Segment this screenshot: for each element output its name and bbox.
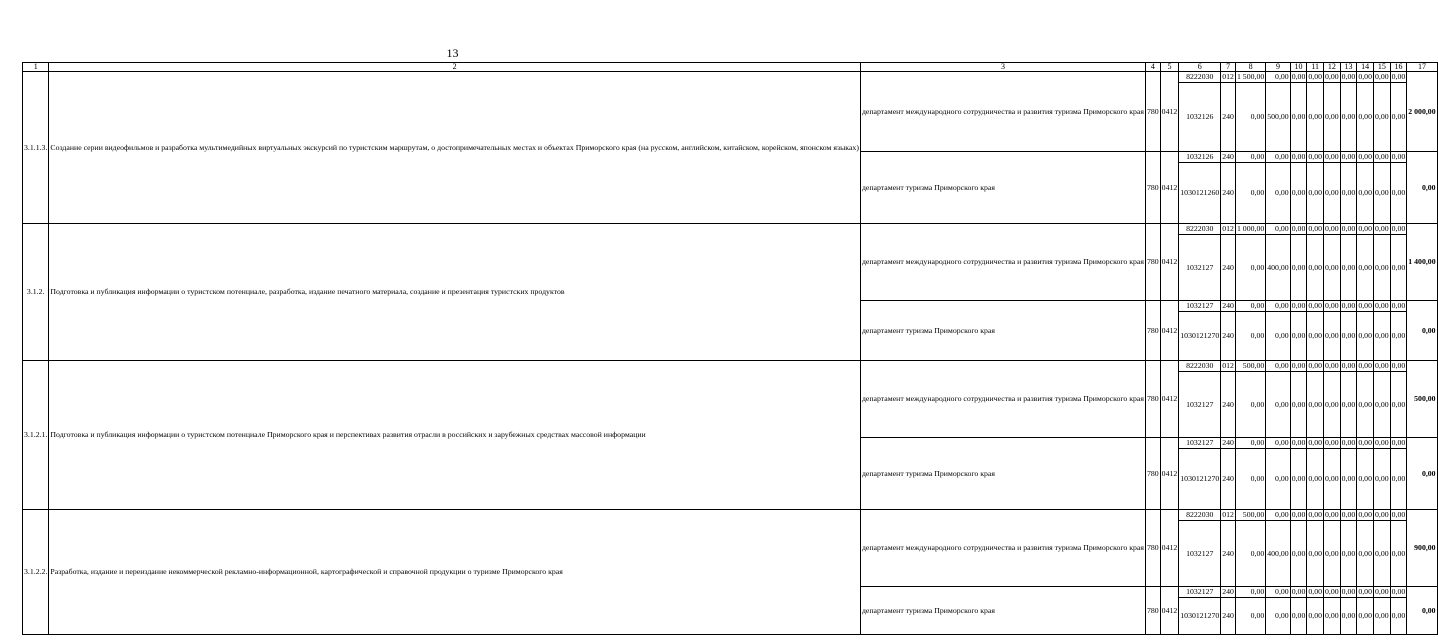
- amount-cell: 0,00: [1358, 301, 1372, 311]
- budget-table: [22, 62, 1438, 635]
- col-header: 10: [1290, 63, 1307, 72]
- amount-cell: 0,00: [1290, 449, 1307, 510]
- amount-cell: 0,00: [1374, 361, 1389, 371]
- expense-type: 012: [1222, 361, 1234, 371]
- amount-cell: 0,00: [1291, 587, 1306, 597]
- table-row: [23, 361, 1438, 372]
- amount-cell: 0,00: [1374, 224, 1389, 234]
- section-code: 3.1.1.3.: [23, 72, 49, 224]
- amount-cell: 0,00: [1307, 83, 1324, 152]
- total-cell: 500,00: [1407, 361, 1437, 438]
- col-header: 17: [1407, 63, 1437, 72]
- total-cell: 0,00: [1407, 152, 1437, 224]
- section-code-rz: 0412: [1160, 361, 1179, 438]
- amount-cell: 1 000,00: [1236, 224, 1265, 234]
- amount-cell: 0,00: [1390, 235, 1407, 301]
- amount-cell: 0,00: [1340, 312, 1357, 361]
- amount-cell: 0,00: [1290, 372, 1307, 438]
- amount-cell: 0,00: [1374, 72, 1389, 82]
- grbs-code: 780: [1145, 301, 1160, 361]
- target-article: 1030121270: [1179, 598, 1221, 635]
- amount-cell: 0,00: [1390, 163, 1407, 224]
- amount-cell: 0,00: [1235, 163, 1265, 224]
- total-cell: 900,00: [1407, 510, 1437, 587]
- amount-cell: 0,00: [1235, 438, 1265, 449]
- amount-cell: 0,00: [1391, 438, 1406, 448]
- amount-cell: 0,00: [1266, 152, 1290, 163]
- amount-cell: 0,00: [1235, 587, 1265, 598]
- amount-cell: 0,00: [1308, 152, 1323, 162]
- amount-cell: 0,00: [1390, 83, 1407, 152]
- amount-cell: 0,00: [1340, 598, 1357, 635]
- amount-cell: 0,00: [1324, 598, 1341, 635]
- amount-cell: 0,00: [1358, 152, 1372, 162]
- expense-type: 012: [1222, 72, 1234, 82]
- target-article: 1032126: [1179, 152, 1221, 163]
- department: департамент туризма Приморского края: [860, 587, 1145, 635]
- amount-cell: 0,00: [1324, 521, 1341, 587]
- amount-cell: 0,00: [1374, 510, 1389, 520]
- department: департамент международного сотрудничества и развития туризма Приморского края: [860, 361, 1145, 438]
- amount-cell: 0,00: [1291, 152, 1306, 162]
- amount-cell: 0,00: [1340, 235, 1357, 301]
- target-article: 8222030: [1179, 361, 1221, 372]
- amount-cell: 0,00: [1358, 587, 1372, 597]
- target-article: 1030121260: [1179, 163, 1221, 224]
- amount-cell: 0,00: [1357, 372, 1374, 438]
- section-code: 3.1.2.1.: [23, 361, 49, 510]
- table-row: [23, 72, 1438, 83]
- amount-cell: 0,00: [1291, 510, 1306, 520]
- amount-cell: 0,00: [1324, 312, 1341, 361]
- amount-cell: 0,00: [1374, 301, 1389, 311]
- amount-cell: 0,00: [1308, 510, 1323, 520]
- amount-cell: 0,00: [1341, 361, 1356, 371]
- section-code: 3.1.2.2.: [23, 510, 49, 635]
- amount-cell: 0,00: [1325, 152, 1339, 162]
- expense-type: 240: [1221, 235, 1236, 301]
- amount-cell: 0,00: [1341, 152, 1356, 162]
- amount-cell: 0,00: [1266, 598, 1290, 635]
- amount-cell: 0,00: [1235, 312, 1265, 361]
- amount-cell: 400,00: [1266, 235, 1290, 301]
- amount-cell: 0,00: [1390, 312, 1407, 361]
- amount-cell: 0,00: [1357, 312, 1374, 361]
- amount-cell: 0,00: [1340, 449, 1357, 510]
- amount-cell: 0,00: [1307, 235, 1324, 301]
- section-code-rz: 0412: [1160, 224, 1179, 301]
- amount-cell: 0,00: [1307, 598, 1324, 635]
- col-header: 13: [1340, 63, 1357, 72]
- amount-cell: 0,00: [1390, 372, 1407, 438]
- department: департамент международного сотрудничества и развития туризма Приморского края: [860, 224, 1145, 301]
- amount-cell: 0,00: [1373, 163, 1390, 224]
- target-article: 1032127: [1179, 372, 1221, 438]
- target-article: 8222030: [1179, 224, 1221, 235]
- section-name: Подготовка и публикация информации о туристском потенциале Приморского края и перспективах развития отрасли в российских и зарубежных средствах массовой информации: [49, 361, 861, 510]
- amount-cell: 0,00: [1266, 361, 1290, 372]
- expense-type: 240: [1221, 521, 1236, 587]
- amount-cell: 0,00: [1358, 438, 1372, 448]
- amount-cell: 0,00: [1324, 83, 1341, 152]
- target-article: 1032127: [1179, 438, 1221, 449]
- section-code-rz: 0412: [1160, 510, 1179, 587]
- target-article: 1032127: [1179, 235, 1221, 301]
- amount-cell: 0,00: [1235, 449, 1265, 510]
- section-code: 3.1.2.: [23, 224, 49, 361]
- expense-type: 240: [1221, 83, 1236, 152]
- amount-cell: 0,00: [1235, 301, 1265, 312]
- amount-cell: 0,00: [1341, 224, 1356, 234]
- target-article: 1032127: [1179, 587, 1221, 598]
- table-row: [23, 510, 1438, 521]
- amount-cell: 0,00: [1324, 372, 1341, 438]
- col-header: 5: [1160, 63, 1179, 72]
- col-header: 8: [1235, 63, 1265, 72]
- total-cell: 0,00: [1407, 301, 1437, 361]
- department: департамент туризма Приморского края: [860, 301, 1145, 361]
- target-article: 1030121270: [1179, 449, 1221, 510]
- amount-cell: 0,00: [1324, 449, 1341, 510]
- grbs-code: 780: [1145, 361, 1160, 438]
- amount-cell: 0,00: [1308, 361, 1323, 371]
- department: департамент международного сотрудничества и развития туризма Приморского края: [860, 72, 1145, 152]
- amount-cell: 0,00: [1290, 235, 1307, 301]
- amount-cell: 0,00: [1235, 235, 1265, 301]
- expense-type: 012: [1222, 510, 1234, 520]
- amount-cell: 0,00: [1235, 83, 1265, 152]
- amount-cell: 0,00: [1266, 301, 1290, 312]
- amount-cell: 0,00: [1290, 521, 1307, 587]
- section-name: Создание серии видеофильмов и разработка мультимедийных виртуальных экскурсий по туристским маршрутам, о достопримечательных местах и объектах Приморского края (на русском, английском, китайском, корейском, японском языках): [49, 72, 861, 224]
- amount-cell: 0,00: [1325, 301, 1339, 311]
- amount-cell: 0,00: [1325, 587, 1339, 597]
- expense-type: 240: [1221, 449, 1236, 510]
- amount-cell: 0,00: [1307, 449, 1324, 510]
- amount-cell: 0,00: [1374, 152, 1389, 162]
- amount-cell: 1 500,00: [1236, 72, 1265, 82]
- amount-cell: 500,00: [1235, 510, 1265, 521]
- expense-type: 240: [1221, 312, 1236, 361]
- amount-cell: 0,00: [1290, 163, 1307, 224]
- grbs-code: 780: [1145, 72, 1160, 152]
- amount-cell: 0,00: [1340, 372, 1357, 438]
- amount-cell: 0,00: [1325, 438, 1339, 448]
- amount-cell: 0,00: [1373, 83, 1390, 152]
- section-name: Разработка, издание и переиздание некоммерческой рекламно-информационной, картографической и справочной продукции о туризме Приморского края: [49, 510, 861, 635]
- amount-cell: 0,00: [1325, 72, 1339, 82]
- amount-cell: 0,00: [1341, 510, 1356, 520]
- header-row: [23, 63, 1438, 72]
- amount-cell: 0,00: [1325, 224, 1339, 234]
- amount-cell: 0,00: [1290, 312, 1307, 361]
- col-header: 4: [1145, 63, 1160, 72]
- col-header: 6: [1179, 63, 1221, 72]
- col-header: 2: [49, 63, 861, 72]
- expense-type: 012: [1222, 224, 1234, 234]
- amount-cell: 0,00: [1325, 361, 1339, 371]
- amount-cell: 0,00: [1291, 438, 1306, 448]
- amount-cell: 0,00: [1291, 361, 1306, 371]
- amount-cell: 0,00: [1291, 301, 1306, 311]
- section-code-rz: 0412: [1160, 587, 1179, 635]
- grbs-code: 780: [1145, 224, 1160, 301]
- amount-cell: 0,00: [1357, 83, 1374, 152]
- amount-cell: 0,00: [1308, 438, 1323, 448]
- amount-cell: 0,00: [1308, 587, 1323, 597]
- target-article: 1030121270: [1179, 312, 1221, 361]
- col-header: 7: [1221, 63, 1236, 72]
- amount-cell: 500,00: [1266, 83, 1290, 152]
- amount-cell: 0,00: [1235, 598, 1265, 635]
- table-row: [23, 224, 1438, 235]
- amount-cell: 500,00: [1235, 361, 1265, 372]
- department: департамент туризма Приморского края: [860, 152, 1145, 224]
- amount-cell: 0,00: [1291, 224, 1306, 234]
- section-code-rz: 0412: [1160, 438, 1179, 510]
- amount-cell: 0,00: [1266, 510, 1290, 521]
- department: департамент международного сотрудничества и развития туризма Приморского края: [860, 510, 1145, 587]
- amount-cell: 0,00: [1357, 235, 1374, 301]
- expense-type: 240: [1222, 587, 1234, 597]
- amount-cell: 0,00: [1391, 152, 1406, 162]
- amount-cell: 0,00: [1266, 72, 1290, 83]
- amount-cell: 0,00: [1307, 521, 1324, 587]
- amount-cell: 0,00: [1390, 521, 1407, 587]
- amount-cell: 0,00: [1341, 438, 1356, 448]
- total-cell: 0,00: [1407, 438, 1437, 510]
- col-header: 14: [1357, 63, 1374, 72]
- amount-cell: 0,00: [1390, 449, 1407, 510]
- amount-cell: 0,00: [1374, 438, 1389, 448]
- grbs-code: 780: [1145, 152, 1160, 224]
- amount-cell: 0,00: [1235, 152, 1265, 163]
- amount-cell: 0,00: [1308, 224, 1323, 234]
- amount-cell: 0,00: [1390, 598, 1407, 635]
- amount-cell: 0,00: [1391, 510, 1406, 520]
- amount-cell: 0,00: [1340, 521, 1357, 587]
- amount-cell: 0,00: [1358, 224, 1372, 234]
- col-header: 12: [1324, 63, 1341, 72]
- amount-cell: 0,00: [1391, 72, 1406, 82]
- amount-cell: 0,00: [1373, 235, 1390, 301]
- total-cell: 0,00: [1407, 587, 1437, 635]
- col-header: 15: [1373, 63, 1390, 72]
- amount-cell: 0,00: [1266, 438, 1290, 449]
- amount-cell: 0,00: [1358, 72, 1372, 82]
- amount-cell: 0,00: [1307, 372, 1324, 438]
- page-number: 13: [446, 46, 459, 60]
- amount-cell: 0,00: [1373, 449, 1390, 510]
- target-article: 8222030: [1179, 510, 1221, 521]
- target-article: 1032126: [1179, 83, 1221, 152]
- amount-cell: 0,00: [1325, 510, 1339, 520]
- amount-cell: 0,00: [1358, 510, 1372, 520]
- expense-type: 240: [1222, 301, 1234, 311]
- total-cell: 1 400,00: [1407, 224, 1437, 301]
- amount-cell: 400,00: [1266, 521, 1290, 587]
- amount-cell: 0,00: [1307, 163, 1324, 224]
- amount-cell: 0,00: [1308, 301, 1323, 311]
- target-article: 1032127: [1179, 521, 1221, 587]
- amount-cell: 0,00: [1373, 372, 1390, 438]
- col-header: 11: [1307, 63, 1324, 72]
- amount-cell: 0,00: [1266, 163, 1290, 224]
- amount-cell: 0,00: [1373, 598, 1390, 635]
- target-article: 8222030: [1179, 72, 1221, 83]
- grbs-code: 780: [1145, 510, 1160, 587]
- expense-type: 240: [1222, 438, 1234, 448]
- amount-cell: 0,00: [1235, 521, 1265, 587]
- amount-cell: 0,00: [1357, 598, 1374, 635]
- amount-cell: 0,00: [1266, 449, 1290, 510]
- target-article: 1032127: [1179, 301, 1221, 312]
- grbs-code: 780: [1145, 587, 1160, 635]
- amount-cell: 0,00: [1266, 372, 1290, 438]
- col-header: 16: [1390, 63, 1407, 72]
- amount-cell: 0,00: [1357, 163, 1374, 224]
- amount-cell: 0,00: [1340, 83, 1357, 152]
- amount-cell: 0,00: [1391, 224, 1406, 234]
- amount-cell: 0,00: [1341, 301, 1356, 311]
- expense-type: 240: [1221, 163, 1236, 224]
- amount-cell: 0,00: [1266, 587, 1290, 598]
- amount-cell: 0,00: [1290, 83, 1307, 152]
- amount-cell: 0,00: [1266, 224, 1290, 235]
- amount-cell: 0,00: [1391, 301, 1406, 311]
- grbs-code: 780: [1145, 438, 1160, 510]
- amount-cell: 0,00: [1391, 361, 1406, 371]
- amount-cell: 0,00: [1324, 163, 1341, 224]
- amount-cell: 0,00: [1235, 372, 1265, 438]
- amount-cell: 0,00: [1266, 312, 1290, 361]
- amount-cell: 0,00: [1341, 587, 1356, 597]
- amount-cell: 0,00: [1340, 163, 1357, 224]
- section-code-rz: 0412: [1160, 301, 1179, 361]
- section-code-rz: 0412: [1160, 152, 1179, 224]
- amount-cell: 0,00: [1291, 72, 1306, 82]
- amount-cell: 0,00: [1373, 312, 1390, 361]
- amount-cell: 0,00: [1373, 521, 1390, 587]
- amount-cell: 0,00: [1307, 312, 1324, 361]
- amount-cell: 0,00: [1358, 361, 1372, 371]
- amount-cell: 0,00: [1391, 587, 1406, 597]
- section-name: Подготовка и публикация информации о туристском потенциале, разработка, издание печатного материала, создание и презентация туристских продуктов: [49, 224, 861, 361]
- amount-cell: 0,00: [1308, 72, 1323, 82]
- amount-cell: 0,00: [1357, 521, 1374, 587]
- amount-cell: 0,00: [1290, 598, 1307, 635]
- col-header: 9: [1266, 63, 1290, 72]
- amount-cell: 0,00: [1324, 235, 1341, 301]
- amount-cell: 0,00: [1341, 72, 1356, 82]
- expense-type: 240: [1221, 372, 1236, 438]
- col-header: 1: [23, 63, 49, 72]
- expense-type: 240: [1222, 152, 1234, 162]
- amount-cell: 0,00: [1357, 449, 1374, 510]
- total-cell: 2 000,00: [1407, 72, 1437, 152]
- section-code-rz: 0412: [1160, 72, 1179, 152]
- col-header: 3: [860, 63, 1145, 72]
- department: департамент туризма Приморского края: [860, 438, 1145, 510]
- amount-cell: 0,00: [1374, 587, 1389, 597]
- expense-type: 240: [1221, 598, 1236, 635]
